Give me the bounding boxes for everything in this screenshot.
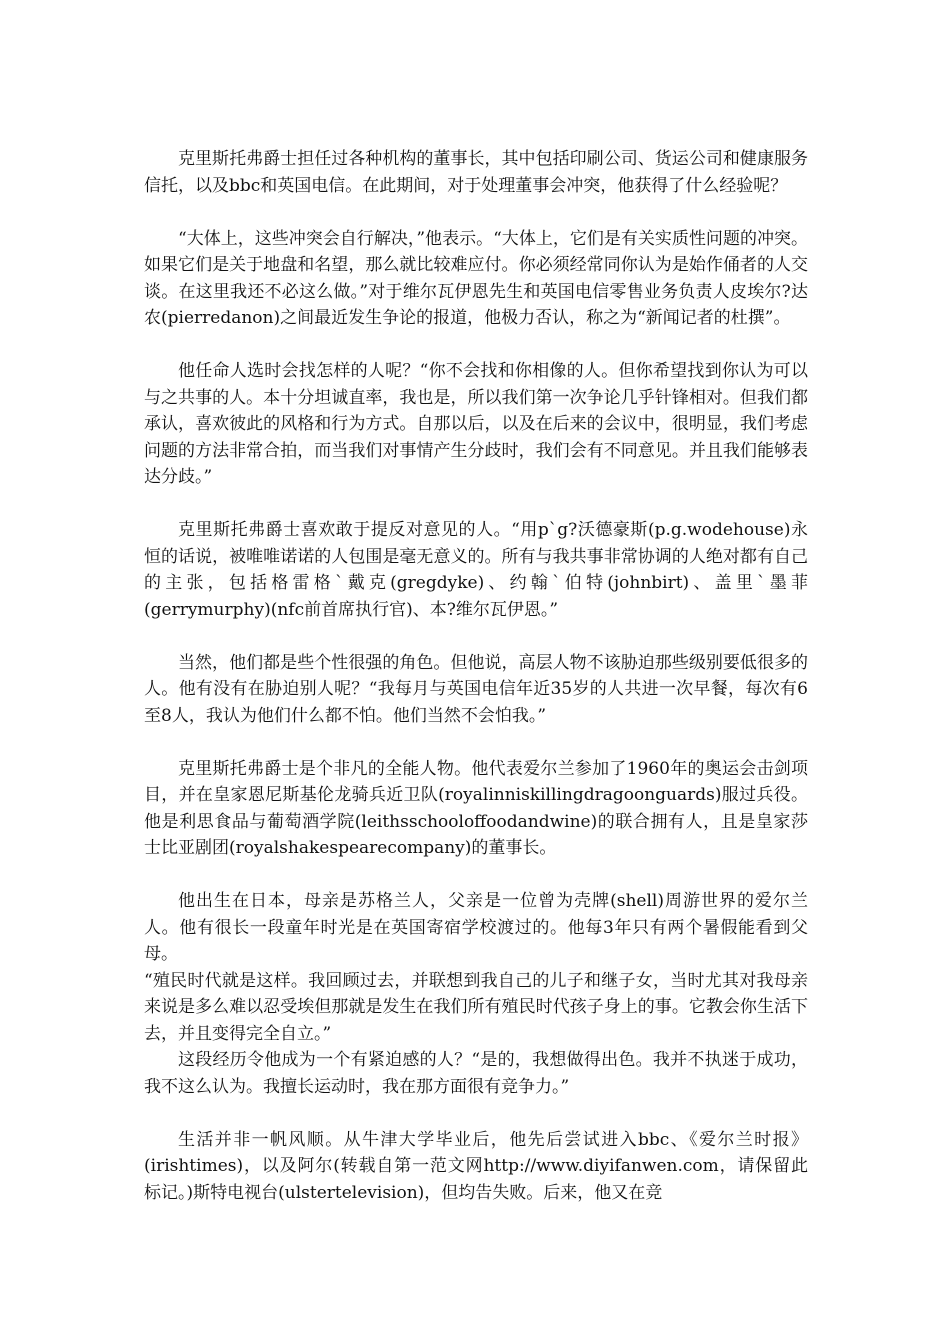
paragraph-career-start: 生活并非一帆风顺。从牛津大学毕业后，他先后尝试进入bbc、《爱尔兰时报》(irishtimes)，以及阿尔(转载自第一范文网http://www.diyifanwen.com，请保留此标记。)斯特电视台(ulstertelevision)，但均告失败。后来，他又在竞 <box>144 1129 808 1203</box>
paragraph-appointments: 他任命人选时会找怎样的人呢？“你不会找和你相像的人。但你希望找到你认为可以与之共事的人。本十分坦诚直率，我也是，所以我们第一次争论几乎针锋相对。但我们都承认，喜欢彼此的风格和行为方式。自那以后，以及在后来的会议中，很明显，我们考虑问题的方法非常合拍，而当我们对事情产生分歧时，我们会有不同意见。并且我们能够表达分歧。” <box>144 361 808 487</box>
paragraph-dissent: 克里斯托弗爵士喜欢敢于提反对意见的人。“用p`g?沃德豪斯(p.g.wodehouse)永恒的话说，被唯唯诺诺的人包围是毫无意义的。所有与我共事非常协调的人绝对都有自己的主张，包括格雷格`戴克(gregdyke)、约翰`伯特(johnbirt)、盖里`墨菲(gerrymurphy)(nfc前首席执行官)、本?维尔瓦伊恩。” <box>144 520 808 620</box>
document-page <box>144 146 808 1206</box>
paragraph-urgency: 这段经历令他成为一个有紧迫感的人？“是的，我想做得出色。我并不执迷于成功，我不这么认为。我擅长运动时，我在那方面很有竞争力。” <box>144 1050 808 1097</box>
paragraph-colonial-era: “殖民时代就是这样。我回顾过去，并联想到我自己的儿子和继子女，当时尤其对我母亲来说是多么难以忍受埃但那就是发生在我们所有殖民时代孩子身上的事。它教会你生活下去，并且变得完全自立。” <box>144 970 808 1044</box>
paragraph-childhood: 他出生在日本，母亲是苏格兰人，父亲是一位曾为壳牌(shell)周游世界的爱尔兰人。他有很长一段童年时光是在英国寄宿学校渡过的。他每3年只有两个暑假能看到父母。 <box>144 891 808 964</box>
paragraph-conflicts: “大体上，这些冲突会自行解决，”他表示。“大体上，它们是有关实质性问题的冲突。如果它们是关于地盘和名望，那么就比较难应付。你必须经常同你认为是始作俑者的人交谈。在这里我还不必这么做。”对于维尔瓦伊恩先生和英国电信零售业务负责人皮埃尔?达农(pierredanon)之间最近发生争论的报道，他极力否认，称之为“新闻记者的杜撰”。 <box>144 228 808 328</box>
paragraph-all-rounder: 克里斯托弗爵士是个非凡的全能人物。他代表爱尔兰参加了1960年的奥运会击剑项目，并在皇家恩尼斯基伦龙骑兵近卫队(royalinniskillingdragoonguards)服过兵役。他是利思食品与葡萄酒学院(leithsschooloffoodandwine)的联合拥有人，且是皇家莎士比亚剧团(royalshakespearecompany)的董事长。 <box>144 758 808 858</box>
paragraph-strong-characters: 当然，他们都是些个性很强的角色。但他说，高层人物不该胁迫那些级别要低很多的人。他有没有在胁迫别人呢？“我每月与英国电信年近35岁的人共进一次早餐，每次有6至8人，我认为他们什么都不怕。他们当然不会怕我。” <box>144 652 808 726</box>
paragraph-board-experience: 克里斯托弗爵士担任过各种机构的董事长，其中包括印刷公司、货运公司和健康服务信托，以及bbc和英国电信。在此期间，对于处理董事会冲突，他获得了什么经验呢？ <box>144 149 808 196</box>
